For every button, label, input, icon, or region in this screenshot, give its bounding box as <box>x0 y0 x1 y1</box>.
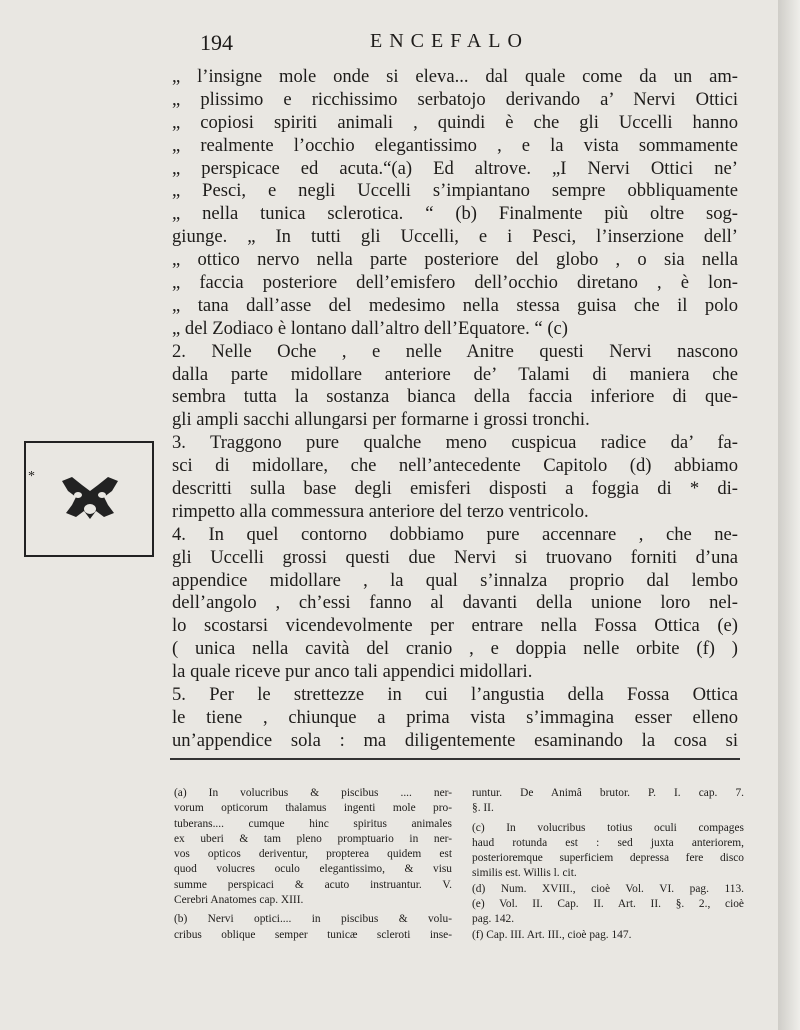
footnote-line: ex uberi & tam pleno promptuario in ner- <box>174 832 452 845</box>
commissure-figure-icon <box>58 473 122 523</box>
running-head: ENCEFALO <box>370 30 529 52</box>
page-header <box>200 30 760 60</box>
footnote-line: summe perspicaci & acuto instruantur. V. <box>174 878 452 891</box>
footnote-line: cribus oblique semper tunicæ scleroti inse- <box>174 928 452 941</box>
text-line: „ faccia posteriore dell’emisfero dell’occhio diretano , è lon- <box>172 272 738 294</box>
figure-marker: * <box>28 469 35 484</box>
footnote-line: runtur. De Animâ brutor. P. I. cap. 7. <box>472 787 744 799</box>
footnote-line: vorum opticorum thalamus ingenti mole pro- <box>174 802 452 815</box>
text-line: „ nella tunica sclerotica. “ (b) Finalmente più oltre sog- <box>172 203 738 225</box>
text-line: „ tana dall’asse del medesimo nella stessa guisa che il polo <box>172 294 738 316</box>
footnote-line: (a) In volucribus & piscibus .... ner- <box>174 787 452 799</box>
footnote-rule <box>170 758 740 760</box>
text-line: descritti sulla base degli emisferi disposti a foggia di * di- <box>172 478 738 500</box>
text-line: „ realmente l’occhio elegantissimo , e la vista sommamente <box>172 134 738 156</box>
main-text <box>172 66 738 753</box>
text-line: sci di midollare, che nell’antecedente Capitolo (d) abbiamo <box>172 455 738 477</box>
text-line: „ perspicace ed acuta.“(a) Ed altrove. „I Nervi Ottici ne’ <box>172 157 738 179</box>
footnote-line: §. II. <box>472 802 494 815</box>
footnotes-left-column <box>174 786 452 943</box>
footnote-line: (d) Num. XVIII., cioè Vol. VI. pag. 113. <box>472 882 744 895</box>
text-line: 4. In quel contorno dobbiamo pure accennare , che ne- <box>172 523 738 545</box>
page-number: 194 <box>200 30 233 55</box>
footnote-line: similis est. Willis l. cit. <box>472 867 577 880</box>
text-line: gli Uccelli grossi questi due Nervi si truovano forniti d’una <box>172 546 738 568</box>
text-line: „ copiosi spiriti animali , quindi è che gli Uccelli hanno <box>172 111 738 133</box>
footnote-line: (b) Nervi optici.... in piscibus & volu- <box>174 913 452 926</box>
text-line: 3. Traggono pure qualche meno cuspicua radice da’ fa- <box>172 432 738 454</box>
footnote-line: vos opticos deriventur, propterea quidem est <box>174 848 452 861</box>
text-line: „ ottico nervo nella parte posteriore del globo , o sia nella <box>172 249 738 271</box>
footnote-line: haud rotunda est : sed juxta anteriorem, <box>472 836 744 849</box>
footnote-line: tuberans.... cumque hinc spiritus animales <box>174 817 452 830</box>
text-line: le tiene , chiunque a prima vista s’immagina esser elleno <box>172 706 738 728</box>
page-edge <box>778 0 800 1030</box>
text-line: giunge. „ In tutti gli Uccelli, e i Pesci, l’inserzione dell’ <box>172 226 738 248</box>
text-line: la quale riceve pur anco tali appendici midollari. <box>172 661 533 683</box>
text-line: „ l’insigne mole onde si eleva... dal quale come da un am- <box>172 66 738 87</box>
text-line: „ Pesci, e negli Uccelli s’impiantano sempre obbliquamente <box>172 180 738 202</box>
footnote-line: (f) Cap. III. Art. III., cioè pag. 147. <box>472 928 632 941</box>
footnote-line: quod volucres oculo elegantissimo, & visu <box>174 863 452 876</box>
text-line: 5. Per le strettezze in cui l’angustia della Fossa Ottica <box>172 684 738 706</box>
text-line: 2. Nelle Oche , e nelle Anitre questi Nervi nascono <box>172 340 738 362</box>
text-line: „ plissimo e ricchissimo serbatojo derivando a’ Nervi Ottici <box>172 88 738 110</box>
footnotes-right-column <box>472 786 744 943</box>
footnote-line: posterioremque superficiem depressa fere disco <box>472 852 744 865</box>
text-line: dalla parte midollare anteriore de’ Talami di maniera che <box>172 363 738 385</box>
footnote-line: (c) In volucribus totius oculi compages <box>472 821 744 834</box>
text-line: appendice midollare , la qual s’innalza proprio dal lembo <box>172 569 738 591</box>
text-line: lo scostarsi vicendevolmente per entrare nella Fossa Ottica (e) <box>172 615 738 637</box>
footnote-line: pag. 142. <box>472 913 515 926</box>
text-line: sembra tutta la sostanza bianca della faccia inferiore di que- <box>172 386 738 408</box>
footnote-line: Cerebri Anatomes cap. XIII. <box>174 894 304 907</box>
text-line: rimpetto alla commessura anteriore del terzo ventricolo. <box>172 500 589 522</box>
text-line: „ del Zodiaco è lontano dall’altro dell’Equatore. “ (c) <box>172 317 568 339</box>
text-line: un’appendice sola : ma diligentemente esaminando la cosa si <box>172 729 738 751</box>
margin-figure-box <box>24 441 154 557</box>
footnote-line: (e) Vol. II. Cap. II. Art. II. §. 2., cioè <box>472 898 744 911</box>
text-line: dell’angolo , ch’essi fanno al davanti della unione loro nel- <box>172 592 738 614</box>
text-line: gli ampli sacchi allungarsi per formarne i grossi tronchi. <box>172 409 590 431</box>
text-line: ( unica nella cavità del cranio , e doppia nelle orbite (f) ) <box>172 638 738 660</box>
